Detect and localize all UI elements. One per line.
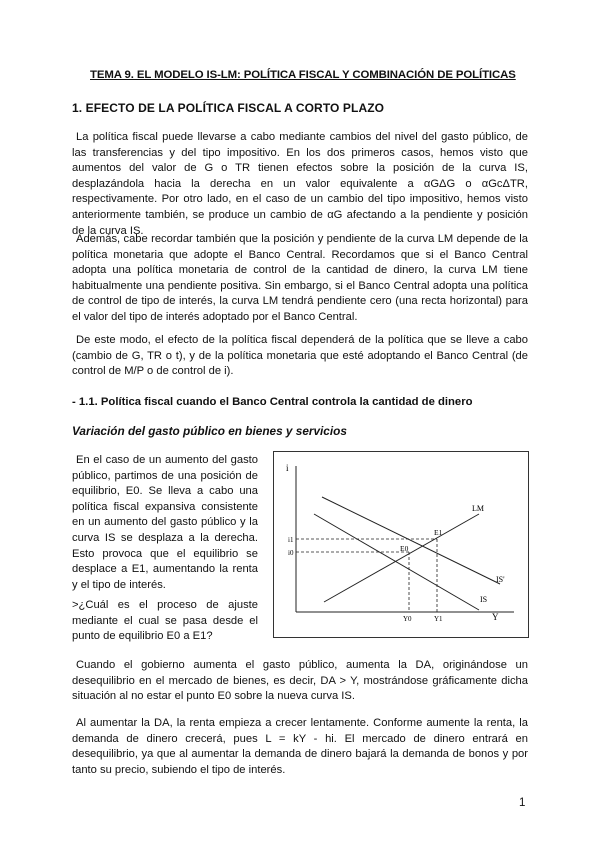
islm-diagram [274, 452, 528, 637]
e1-label: E1 [434, 528, 443, 537]
section-heading: 1. EFECTO DE LA POLÍTICA FISCAL A CORTO PLAZO [72, 101, 385, 115]
e0-label: E0 [400, 544, 409, 553]
subsubsection-heading: Variación del gasto público en bienes y servicios [72, 424, 347, 438]
side-paragraph-2: >¿Cuál es el proceso de ajuste mediante el cual se pasa desde el punto de equilibrio E0 a E1? [72, 599, 258, 643]
y0-tick: Y0 [403, 615, 412, 623]
subsection-heading: - 1.1. Política fiscal cuando el Banco Central controla la cantidad de dinero [72, 396, 473, 408]
islm-figure [273, 451, 529, 638]
document-title: TEMA 9. EL MODELO IS-LM: POLÍTICA FISCAL Y COMBINACIÓN DE POLÍTICAS [90, 69, 516, 81]
i1-tick: i1 [288, 536, 294, 544]
paragraph-4: Cuando el gobierno aumenta el gasto público, aumenta la DA, originándose un desequilibrio en el mercado de bienes, es decir, DA > Y, mostrándose gráficamente dicha situación al no estar el punto E0 sobre la nueva curva IS. [72, 659, 528, 703]
is-new-label: IS' [496, 575, 505, 584]
i0-tick: i0 [288, 549, 294, 557]
is-old-label: IS [480, 595, 488, 604]
paragraph-3: De este modo, el efecto de la política fiscal dependerá de la política que se lleve a cabo (cambio de G, TR o t), y de la política monetaria que esté adoptando el Banco Central (de control de M/P o de control de i). [72, 334, 528, 378]
lm-label: LM [472, 504, 484, 513]
x-axis-label: Y [492, 612, 499, 622]
y-axis-label: i [286, 463, 289, 473]
y1-tick: Y1 [434, 615, 443, 623]
paragraph-2: Además, cabe recordar también que la posición y pendiente de la curva LM depende de la política monetaria que adopte el Banco Central. Recordamos que si el Banco Central adopta una política monetaria de control de la cantidad de dinero, la curva LM tiene habitualmente una pendiente positiva. Sin embargo, si el Banco Central adopta una política de control de tipo de interés, la curva LM tendrá pendiente cero (una recta horizontal) para el valor del tipo de interés adoptado por el Banco Central. [72, 233, 528, 323]
lm-curve [324, 514, 479, 602]
paragraph-1: La política fiscal puede llevarse a cabo mediante cambios del nivel del gasto público, de las transferencias y del tipo impositivo. En los dos primeros casos, hemos visto que aumentos del valor de G o TR tienen efectos sobre la posición de la curva IS, desplazándola hacia la derecha en un valor equivalente a αGΔG o αGcΔTR, respectivamente. Por otro lado, en el caso de un cambio del tipo impositivo, hemos visto anteriormente también, se produce un cambio de αG afectando a la pendiente y posición de la curva IS. [72, 131, 528, 237]
paragraph-5: Al aumentar la DA, la renta empieza a crecer lentamente. Conforme aumente la renta, la demanda de dinero crecerá, pues L = kY - hi. El mercado de dinero entrará en desequilibrio, ya que al aumentar la demanda de dinero bajará la demanda de bonos y por tanto su precio, subiendo el tipo de interés. [72, 717, 528, 776]
page-number: 1 [519, 797, 526, 809]
side-paragraph-1: En el caso de un aumento del gasto público, partimos de una posición de equilibrio, E0. Se lleva a cabo una política fiscal expansiva consistente en un aumento del gasto público y la curva IS se desplaza a la derecha. Esto provoca que el equilibrio se desplace a E1, aumentando la renta y el tipo de interés. [72, 454, 258, 591]
